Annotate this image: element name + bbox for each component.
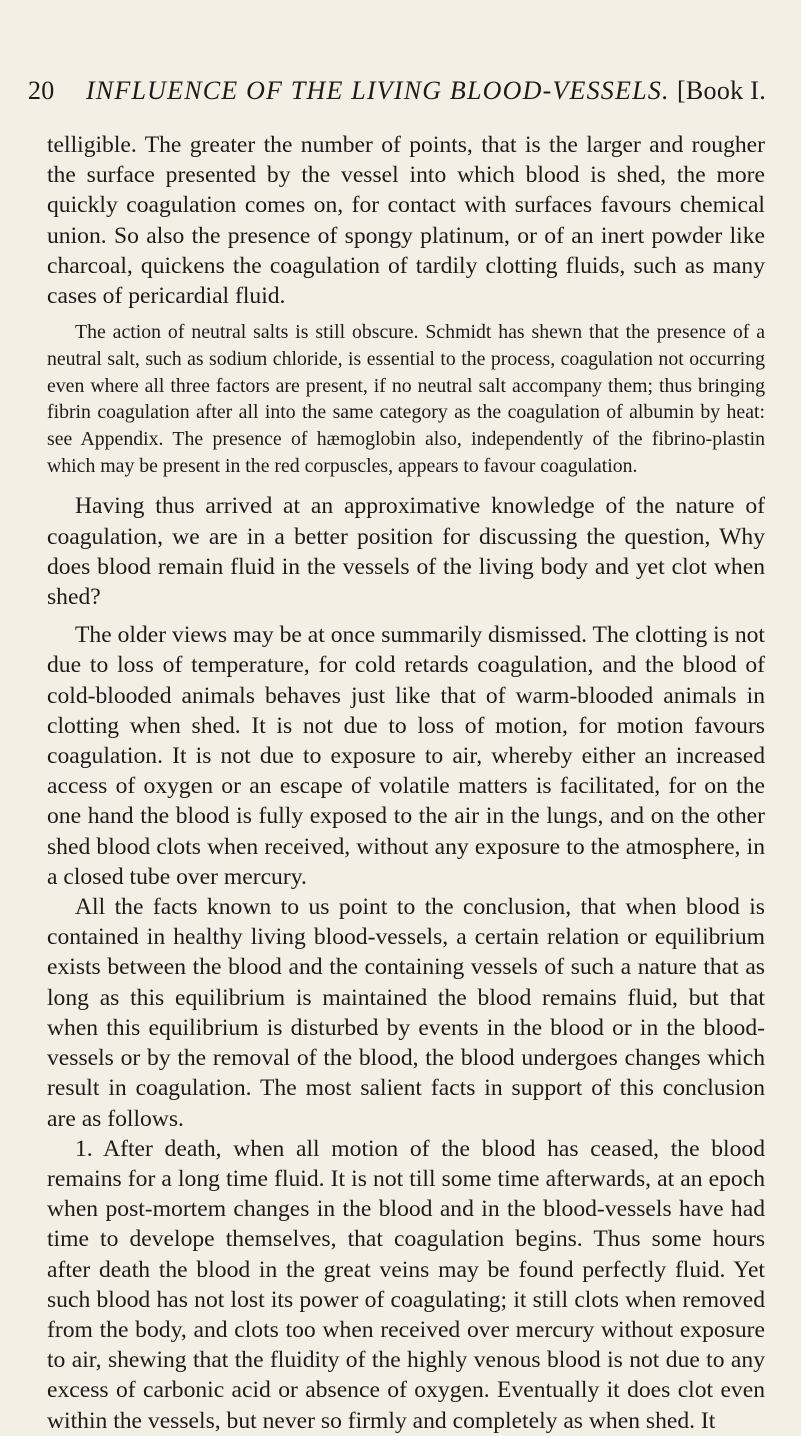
section-intro bbox=[47, 130, 765, 311]
paragraph-neutral-salts: The action of neutral salts is still obscure. Schmidt has shewn that the presence of a neutral salt, such as sodium chloride, is essential to the process, coagulation not occurring even where all three factors are present, if no neutral salt accompany them; thus bringing fibrin coagulation after all into the same category as the coagulation of albumin by heat: see Appendix. The presence of hæmoglobin also, independently of the fibrino-plastin which may be present in the red corpuscles, appears to favour coagulation. bbox=[47, 321, 765, 477]
page-number: 20 bbox=[28, 76, 55, 105]
paragraph-conclusion: All the facts known to us point to the conclusion, that when blood is contained in healthy living blood-vessels, a certain relation or equilibrium exists between the blood and the containing vessels of such a nature that as long as this equilibrium is maintained the blood remains fluid, but that when this equilibrium is disturbed by events in the blood or in the blood-vessels or by the removal of the blood, the blood undergoes changes which result in coagulation. The most salient facts in support of this conclusion are as follows. bbox=[47, 894, 765, 1132]
paragraph-older-views: The older views may be at once summarily dismissed. The clotting is not due to loss of temperature, for cold retards coagulation, and the blood of cold-blooded animals behaves just like that of warm-blooded animals in clotting when shed. It is not due to loss of motion, for motion favours coagulation. It is not due to exposure to air, whereby either an increased access of oxygen or an escape of volatile matters is facilitated, for on the one hand the blood is fully exposed to the air in the lungs, and on the other shed blood clots when received, without any exposure to the atmosphere, in a closed tube over mercury. bbox=[47, 622, 765, 890]
book-reference: [Book I. bbox=[676, 76, 766, 105]
paragraph-surface-contact: telligible. The greater the number of points, that is the larger and rougher the surface presented by the vessel into which blood is shed, the more quickly coagulation comes on, for contact with surfaces favours chemical union. So also the presence of spongy platinum, or of an inert powder like charcoal, quickens the coagulation of tardily clotting fluids, such as many cases of pericardial fluid. bbox=[47, 132, 765, 310]
section-main bbox=[47, 491, 765, 1435]
running-title: INFLUENCE OF THE LIVING BLOOD-VESSELS. bbox=[86, 76, 670, 105]
paragraph-question: Having thus arrived at an approximative knowledge of the nature of coagulation, we are in a better position for discussing the question, Why does blood remain fluid in the vessels of the living body and yet clot when shed? bbox=[47, 493, 765, 611]
running-header bbox=[28, 76, 766, 106]
section-neutral-salts bbox=[47, 319, 765, 479]
paragraph-after-death: 1. After death, when all motion of the blood has ceased, the blood remains for a long time fluid. It is not till some time afterwards, at an epoch when post-mortem changes in the blood and in the blood-vessels have had time to develope themselves, that coagulation begins. Thus some hours after death the blood in the great veins may be found perfectly fluid. Yet such blood has not lost its power of coagulating; it still clots when removed from the body, and clots too when received over mercury without exposure to air, shewing that the fluidity of the highly venous blood is not due to any excess of carbonic acid or absence of oxygen. Eventually it does clot even within the vessels, but never so firmly and completely as when shed. It bbox=[47, 1135, 765, 1434]
page-body bbox=[47, 130, 765, 1436]
